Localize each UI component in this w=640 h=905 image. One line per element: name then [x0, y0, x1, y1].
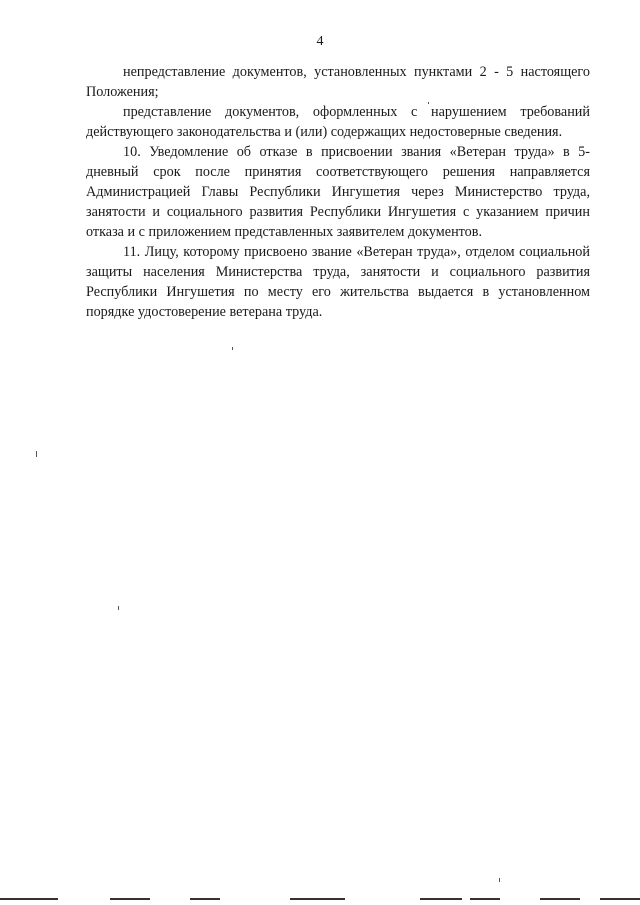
scan-speck — [232, 347, 233, 350]
scan-speck — [428, 102, 429, 104]
page-number: 4 — [316, 34, 324, 49]
scan-speck — [36, 451, 37, 457]
document-body — [86, 62, 590, 322]
paragraph-invalid-documents: представление документов, оформленных с нарушением требований действующего законодательства и (или) содержащих недостоверные сведения. — [86, 104, 590, 140]
paragraph-non-submission: непредставление документов, установленных пунктами 2 - 5 настоящего Положения; — [86, 64, 590, 100]
paragraph-item-11: 11. Лицу, которому присвоено звание «Ветеран труда», отделом социальной защиты населения Министерства труда, занятости и социального развития Республики Ингушетия по месту его жительства выдается в установленном порядке удостоверение ветерана труда. — [86, 244, 590, 320]
paragraph-item-10: 10. Уведомление об отказе в присвоении звания «Ветеран труда» в 5-дневный срок после принятия соответствующего решения направляется Администрацией Главы Республики Ингушетия через Министерство труда, занятости и социального развития Республики Ингушетия с указанием причин отказа и с приложением представленных заявителем документов. — [86, 144, 590, 240]
scan-edge-line — [0, 896, 640, 901]
scan-speck — [499, 878, 500, 882]
scan-speck — [118, 606, 119, 610]
